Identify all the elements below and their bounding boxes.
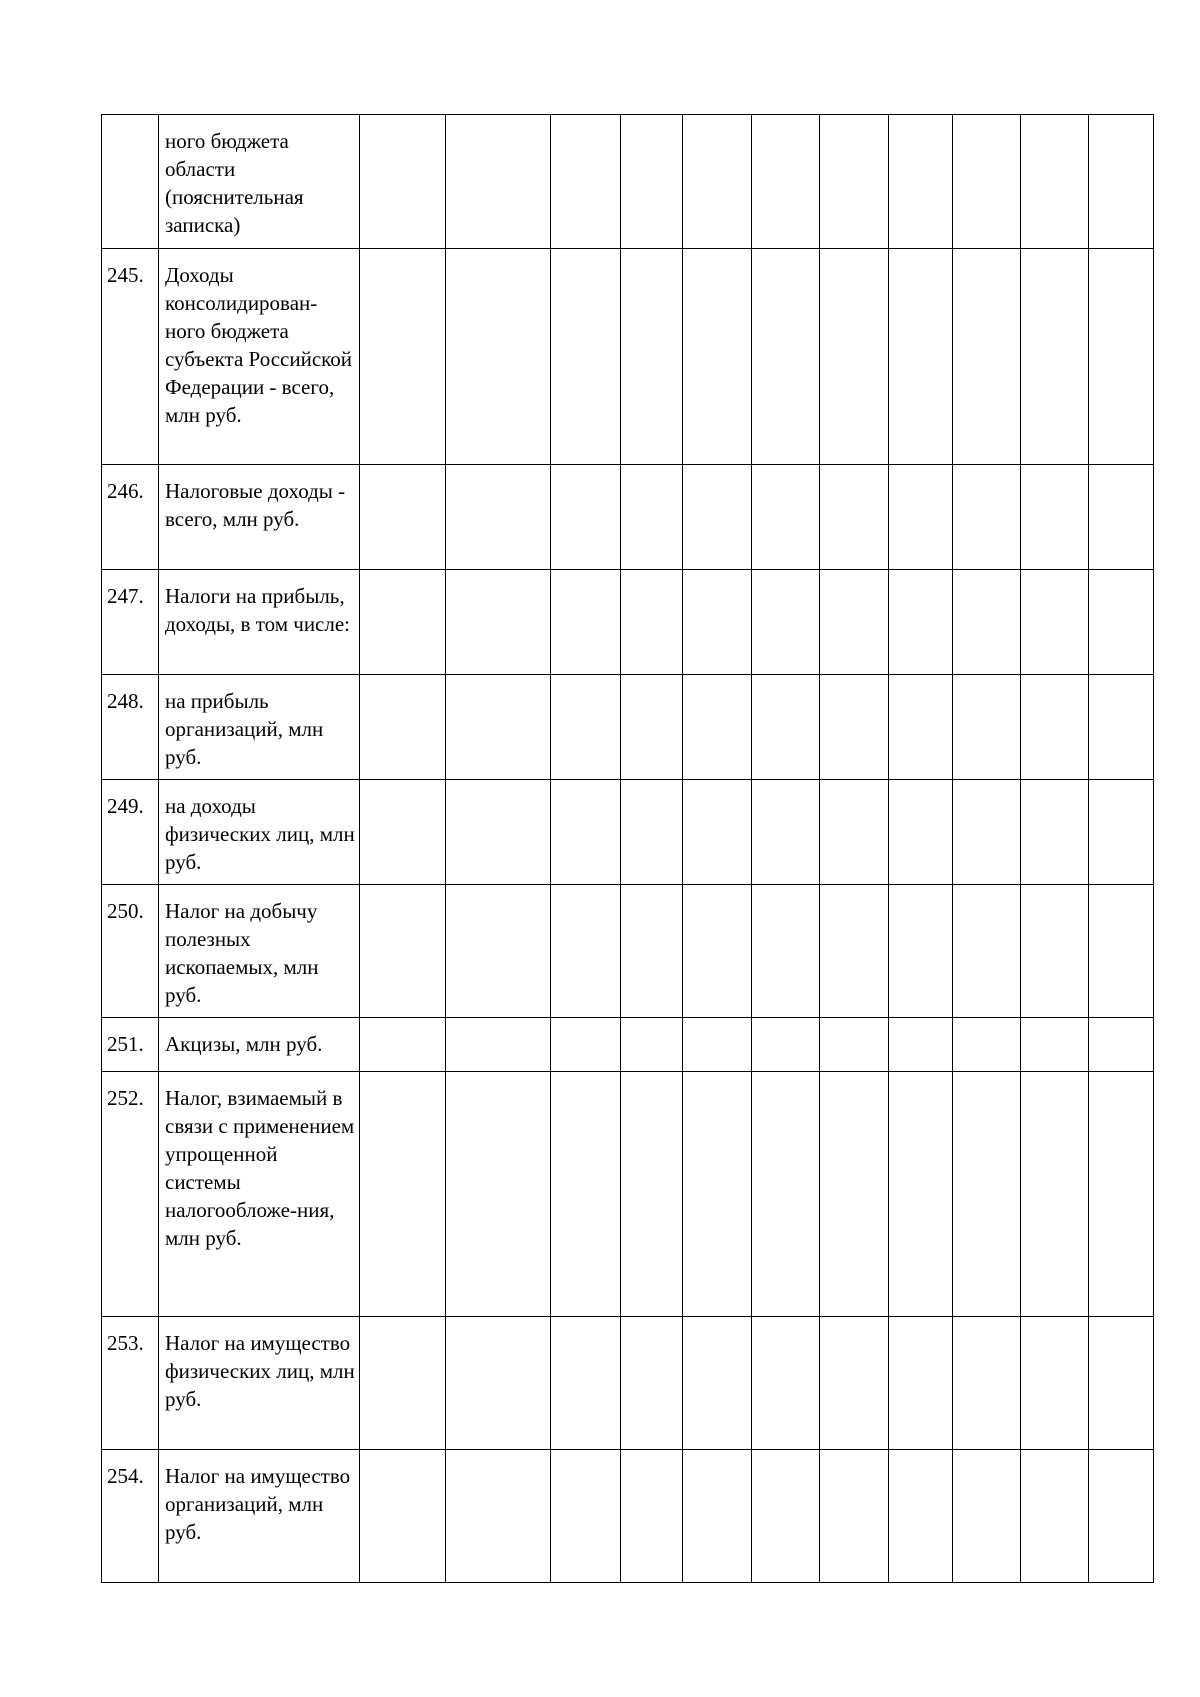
value-cell xyxy=(446,885,551,1018)
table-row xyxy=(102,1317,1154,1450)
value-cell xyxy=(889,1450,953,1583)
value-cell xyxy=(820,780,889,885)
indicator-name: ного бюджета области (пояснительная записка) xyxy=(159,115,360,249)
value-cell xyxy=(551,465,621,570)
value-cell xyxy=(953,780,1021,885)
value-cell xyxy=(621,1317,683,1450)
value-cell xyxy=(889,1072,953,1317)
value-cell xyxy=(889,115,953,249)
value-cell xyxy=(551,249,621,465)
value-cell xyxy=(446,115,551,249)
value-cell xyxy=(360,780,446,885)
value-cell xyxy=(446,465,551,570)
indicator-name: Налог на имущество физических лиц, млн руб. xyxy=(159,1317,360,1450)
value-cell xyxy=(752,570,820,675)
indicator-name: Акцизы, млн руб. xyxy=(159,1018,360,1072)
value-cell xyxy=(1089,675,1154,780)
value-cell xyxy=(360,115,446,249)
value-cell xyxy=(1089,780,1154,885)
table-row xyxy=(102,1018,1154,1072)
value-cell xyxy=(953,570,1021,675)
value-cell xyxy=(621,570,683,675)
value-cell xyxy=(1021,570,1089,675)
value-cell xyxy=(820,1018,889,1072)
row-number: 252. xyxy=(102,1072,159,1317)
value-cell xyxy=(683,115,752,249)
value-cell xyxy=(446,1317,551,1450)
row-number: 250. xyxy=(102,885,159,1018)
table-row xyxy=(102,570,1154,675)
value-cell xyxy=(752,1317,820,1450)
value-cell xyxy=(953,465,1021,570)
table-row xyxy=(102,1072,1154,1317)
value-cell xyxy=(820,885,889,1018)
indicator-name: Налоги на прибыль, доходы, в том числе: xyxy=(159,570,360,675)
value-cell xyxy=(953,249,1021,465)
value-cell xyxy=(551,675,621,780)
value-cell xyxy=(621,115,683,249)
value-cell xyxy=(683,570,752,675)
value-cell xyxy=(446,675,551,780)
value-cell xyxy=(889,249,953,465)
value-cell xyxy=(953,675,1021,780)
value-cell xyxy=(551,1018,621,1072)
row-number: 253. xyxy=(102,1317,159,1450)
value-cell xyxy=(1021,115,1089,249)
value-cell xyxy=(889,885,953,1018)
indicator-name: Налог, взимаемый в связи с применением упрощенной системы налогообложе-ния, млн руб. xyxy=(159,1072,360,1317)
value-cell xyxy=(752,885,820,1018)
table-body xyxy=(102,115,1154,1583)
value-cell xyxy=(820,465,889,570)
indicator-name: на доходы физических лиц, млн руб. xyxy=(159,780,360,885)
value-cell xyxy=(551,570,621,675)
value-cell xyxy=(752,1018,820,1072)
value-cell xyxy=(820,675,889,780)
value-cell xyxy=(953,1317,1021,1450)
value-cell xyxy=(621,885,683,1018)
value-cell xyxy=(360,885,446,1018)
indicator-name: Налог на добычу полезных ископаемых, млн руб. xyxy=(159,885,360,1018)
value-cell xyxy=(683,1317,752,1450)
value-cell xyxy=(820,1450,889,1583)
value-cell xyxy=(360,249,446,465)
table-row xyxy=(102,115,1154,249)
value-cell xyxy=(1021,885,1089,1018)
value-cell xyxy=(752,1450,820,1583)
value-cell xyxy=(683,249,752,465)
value-cell xyxy=(683,1072,752,1317)
value-cell xyxy=(551,780,621,885)
value-cell xyxy=(621,675,683,780)
value-cell xyxy=(1021,1317,1089,1450)
table-row xyxy=(102,885,1154,1018)
row-number: 249. xyxy=(102,780,159,885)
value-cell xyxy=(1021,780,1089,885)
value-cell xyxy=(1021,249,1089,465)
value-cell xyxy=(752,1072,820,1317)
table-row xyxy=(102,1450,1154,1583)
value-cell xyxy=(820,1317,889,1450)
value-cell xyxy=(953,885,1021,1018)
value-cell xyxy=(551,1450,621,1583)
value-cell xyxy=(889,465,953,570)
table-row xyxy=(102,465,1154,570)
value-cell xyxy=(1089,1072,1154,1317)
value-cell xyxy=(621,1450,683,1583)
value-cell xyxy=(446,1450,551,1583)
value-cell xyxy=(1089,570,1154,675)
value-cell xyxy=(1089,115,1154,249)
value-cell xyxy=(752,780,820,885)
value-cell xyxy=(1089,249,1154,465)
value-cell xyxy=(820,249,889,465)
value-cell xyxy=(446,249,551,465)
row-number: 254. xyxy=(102,1450,159,1583)
value-cell xyxy=(683,1018,752,1072)
value-cell xyxy=(752,675,820,780)
value-cell xyxy=(1089,1450,1154,1583)
value-cell xyxy=(820,115,889,249)
value-cell xyxy=(752,115,820,249)
value-cell xyxy=(953,1018,1021,1072)
value-cell xyxy=(683,885,752,1018)
value-cell xyxy=(1021,675,1089,780)
value-cell xyxy=(1089,465,1154,570)
value-cell xyxy=(1021,1018,1089,1072)
row-number: 246. xyxy=(102,465,159,570)
value-cell xyxy=(683,1450,752,1583)
value-cell xyxy=(683,465,752,570)
row-number: 251. xyxy=(102,1018,159,1072)
value-cell xyxy=(752,249,820,465)
value-cell xyxy=(1021,1072,1089,1317)
value-cell xyxy=(360,675,446,780)
value-cell xyxy=(683,780,752,885)
value-cell xyxy=(889,675,953,780)
row-number: 247. xyxy=(102,570,159,675)
row-number xyxy=(102,115,159,249)
value-cell xyxy=(551,115,621,249)
value-cell xyxy=(621,780,683,885)
value-cell xyxy=(683,675,752,780)
value-cell xyxy=(621,1072,683,1317)
value-cell xyxy=(551,1072,621,1317)
value-cell xyxy=(820,1072,889,1317)
value-cell xyxy=(752,465,820,570)
value-cell xyxy=(621,1018,683,1072)
value-cell xyxy=(360,465,446,570)
value-cell xyxy=(889,1018,953,1072)
value-cell xyxy=(360,570,446,675)
table-row xyxy=(102,675,1154,780)
indicator-name: Доходы консолидирован-ного бюджета субъекта Российской Федерации - всего, млн руб. xyxy=(159,249,360,465)
value-cell xyxy=(1089,885,1154,1018)
value-cell xyxy=(889,780,953,885)
value-cell xyxy=(446,780,551,885)
indicator-name: на прибыль организаций, млн руб. xyxy=(159,675,360,780)
value-cell xyxy=(889,1317,953,1450)
value-cell xyxy=(889,570,953,675)
value-cell xyxy=(360,1018,446,1072)
value-cell xyxy=(953,115,1021,249)
row-number: 248. xyxy=(102,675,159,780)
value-cell xyxy=(360,1317,446,1450)
value-cell xyxy=(446,570,551,675)
value-cell xyxy=(551,1317,621,1450)
value-cell xyxy=(1089,1018,1154,1072)
value-cell xyxy=(953,1450,1021,1583)
value-cell xyxy=(551,885,621,1018)
row-number: 245. xyxy=(102,249,159,465)
value-cell xyxy=(446,1072,551,1317)
value-cell xyxy=(1021,1450,1089,1583)
value-cell xyxy=(820,570,889,675)
value-cell xyxy=(621,465,683,570)
value-cell xyxy=(1021,465,1089,570)
value-cell xyxy=(1089,1317,1154,1450)
value-cell xyxy=(360,1450,446,1583)
value-cell xyxy=(360,1072,446,1317)
value-cell xyxy=(953,1072,1021,1317)
indicator-name: Налог на имущество организаций, млн руб. xyxy=(159,1450,360,1583)
value-cell xyxy=(446,1018,551,1072)
table-row xyxy=(102,780,1154,885)
indicators-table xyxy=(101,114,1154,1583)
value-cell xyxy=(621,249,683,465)
table-row xyxy=(102,249,1154,465)
indicator-name: Налоговые доходы - всего, млн руб. xyxy=(159,465,360,570)
